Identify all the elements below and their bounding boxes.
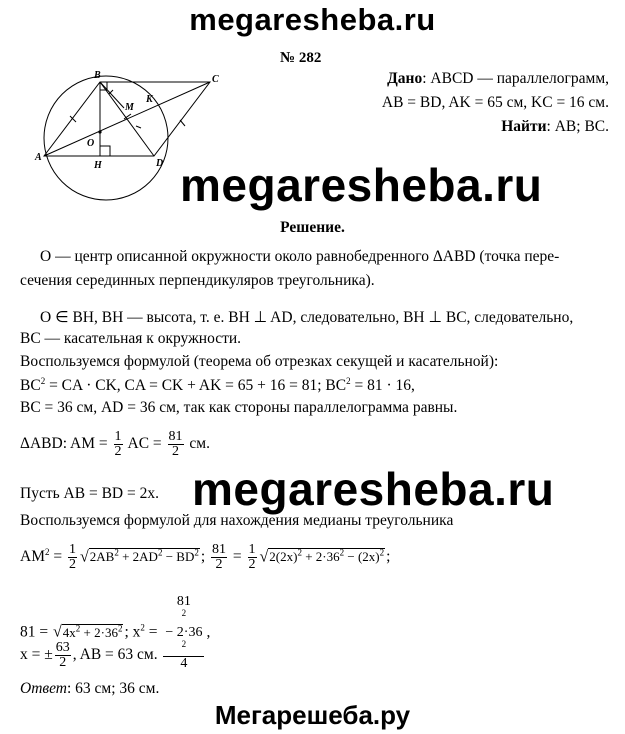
answer-line [20,680,159,698]
solution-p1-line1: O — центр описанной окружности около равнобедренного ΔABD (точка пере- [40,248,560,265]
find-line [501,118,609,136]
label-h: H [94,160,102,171]
watermark-middle: megaresheba.ru [180,159,543,211]
solution-heading: Решение. [280,219,345,236]
solution-p2-line2: BC — касательная к окружности. [20,330,242,347]
eq3-mid: AC = [124,435,166,453]
problem-number: № 282 [280,50,322,66]
label-d: D [156,158,164,169]
label-b: B [94,70,101,81]
equation-median: $AM^2$ = $\frac{1}{2}$ $√2AB^2 + 2AD^2 - BD^2$ ; $\frac{81}{2}$ = $\frac{1}{2}$ $√2(2x)^2 + 2\cdot 36^2 - (2x)^2$ ; [20,542,391,572]
median-am [100,82,124,108]
eq1-part-a: BC [20,377,41,395]
solution-p1-line2: сечения серединных перпендикуляров треугольника). [20,272,375,289]
label-m: M [125,102,134,113]
equation-bc-value: BC = 36 см, AD = 36 см, так как стороны параллелограмма равны. [20,399,458,416]
diagonal-ac [44,82,210,156]
tick-cd [180,120,185,126]
watermark-lower: megaresheba.ru [192,463,555,515]
equation-x-squared: $81 = √4x^2 + 2\cdot 36^2$ ; $x^2$ = 81 $^2$ − 2·36 $^2$ 4 , [20,594,211,672]
answer-label: Ответ [20,680,67,697]
eq1-part-b: = CA · CK, CA = CK + AK = 65 + 16 = 81; BC [45,377,347,395]
eq3-suffix: см. [185,435,210,453]
given-label: Дано [387,70,423,87]
find-label: Найти [501,118,547,135]
given-line-1 [387,70,609,88]
fraction-half: $\frac{1}{2}$ [114,429,122,459]
given-text: : ABCD — параллелограмм, [422,70,609,87]
solution-p4: Воспользуемся формулой для нахождения медианы треугольника [20,512,454,529]
fraction-half-2: $\frac{1}{2}$ [68,542,76,572]
point-o [98,130,101,133]
tick-md [136,126,141,128]
geometry-diagram [32,68,230,206]
watermark-top: megaresheba.ru [189,2,436,37]
find-text: : AB; BC. [546,118,609,135]
solution-p2-line1: O ∈ BH, BH — высота, т. е. BH ⊥ AD, следовательно, BH ⊥ BC, следовательно, [40,309,574,326]
eq3-prefix: ΔABD: AM = [20,435,112,453]
let-statement: Пусть AB = BD = 2x. [20,485,159,502]
fraction-63-2: $\frac{63}{2}$ [55,640,70,670]
solution-p3: Воспользуемся формулой (теорема об отрезках секущей и касательной): [20,353,499,370]
fraction-81-2: $\frac{81}{2}$ [168,429,183,459]
equation-bc-squared: $BC^2$ = CA · CK, CA = CK + AK = 65 + 16 = 81; $BC^2 = 81 \cdot 16$, [20,376,415,395]
equation-am [20,430,210,459]
fraction-x-squared: 81 $^2$ − 2·36 $^2$ 4 [165,594,203,672]
eq1-part-c: = 81 · 16, [350,377,415,395]
equation-x-value: x = ± $\frac{63}{2}$ , AB = 63 см. [20,640,158,670]
right-angle-h [100,146,110,156]
label-a: A [35,152,42,163]
watermark-bottom: Мегарешеба.ру [214,700,411,730]
label-c: C [212,74,219,85]
fraction-81-2-b: $\frac{81}{2}$ [212,542,227,572]
label-o: O [87,138,95,149]
fraction-half-3: $\frac{1}{2}$ [248,542,256,572]
label-k: K [146,94,153,105]
given-line-2: AB = BD, AK = 65 см, KC = 16 см. [381,94,609,111]
answer-text: : 63 см; 36 см. [66,680,160,697]
